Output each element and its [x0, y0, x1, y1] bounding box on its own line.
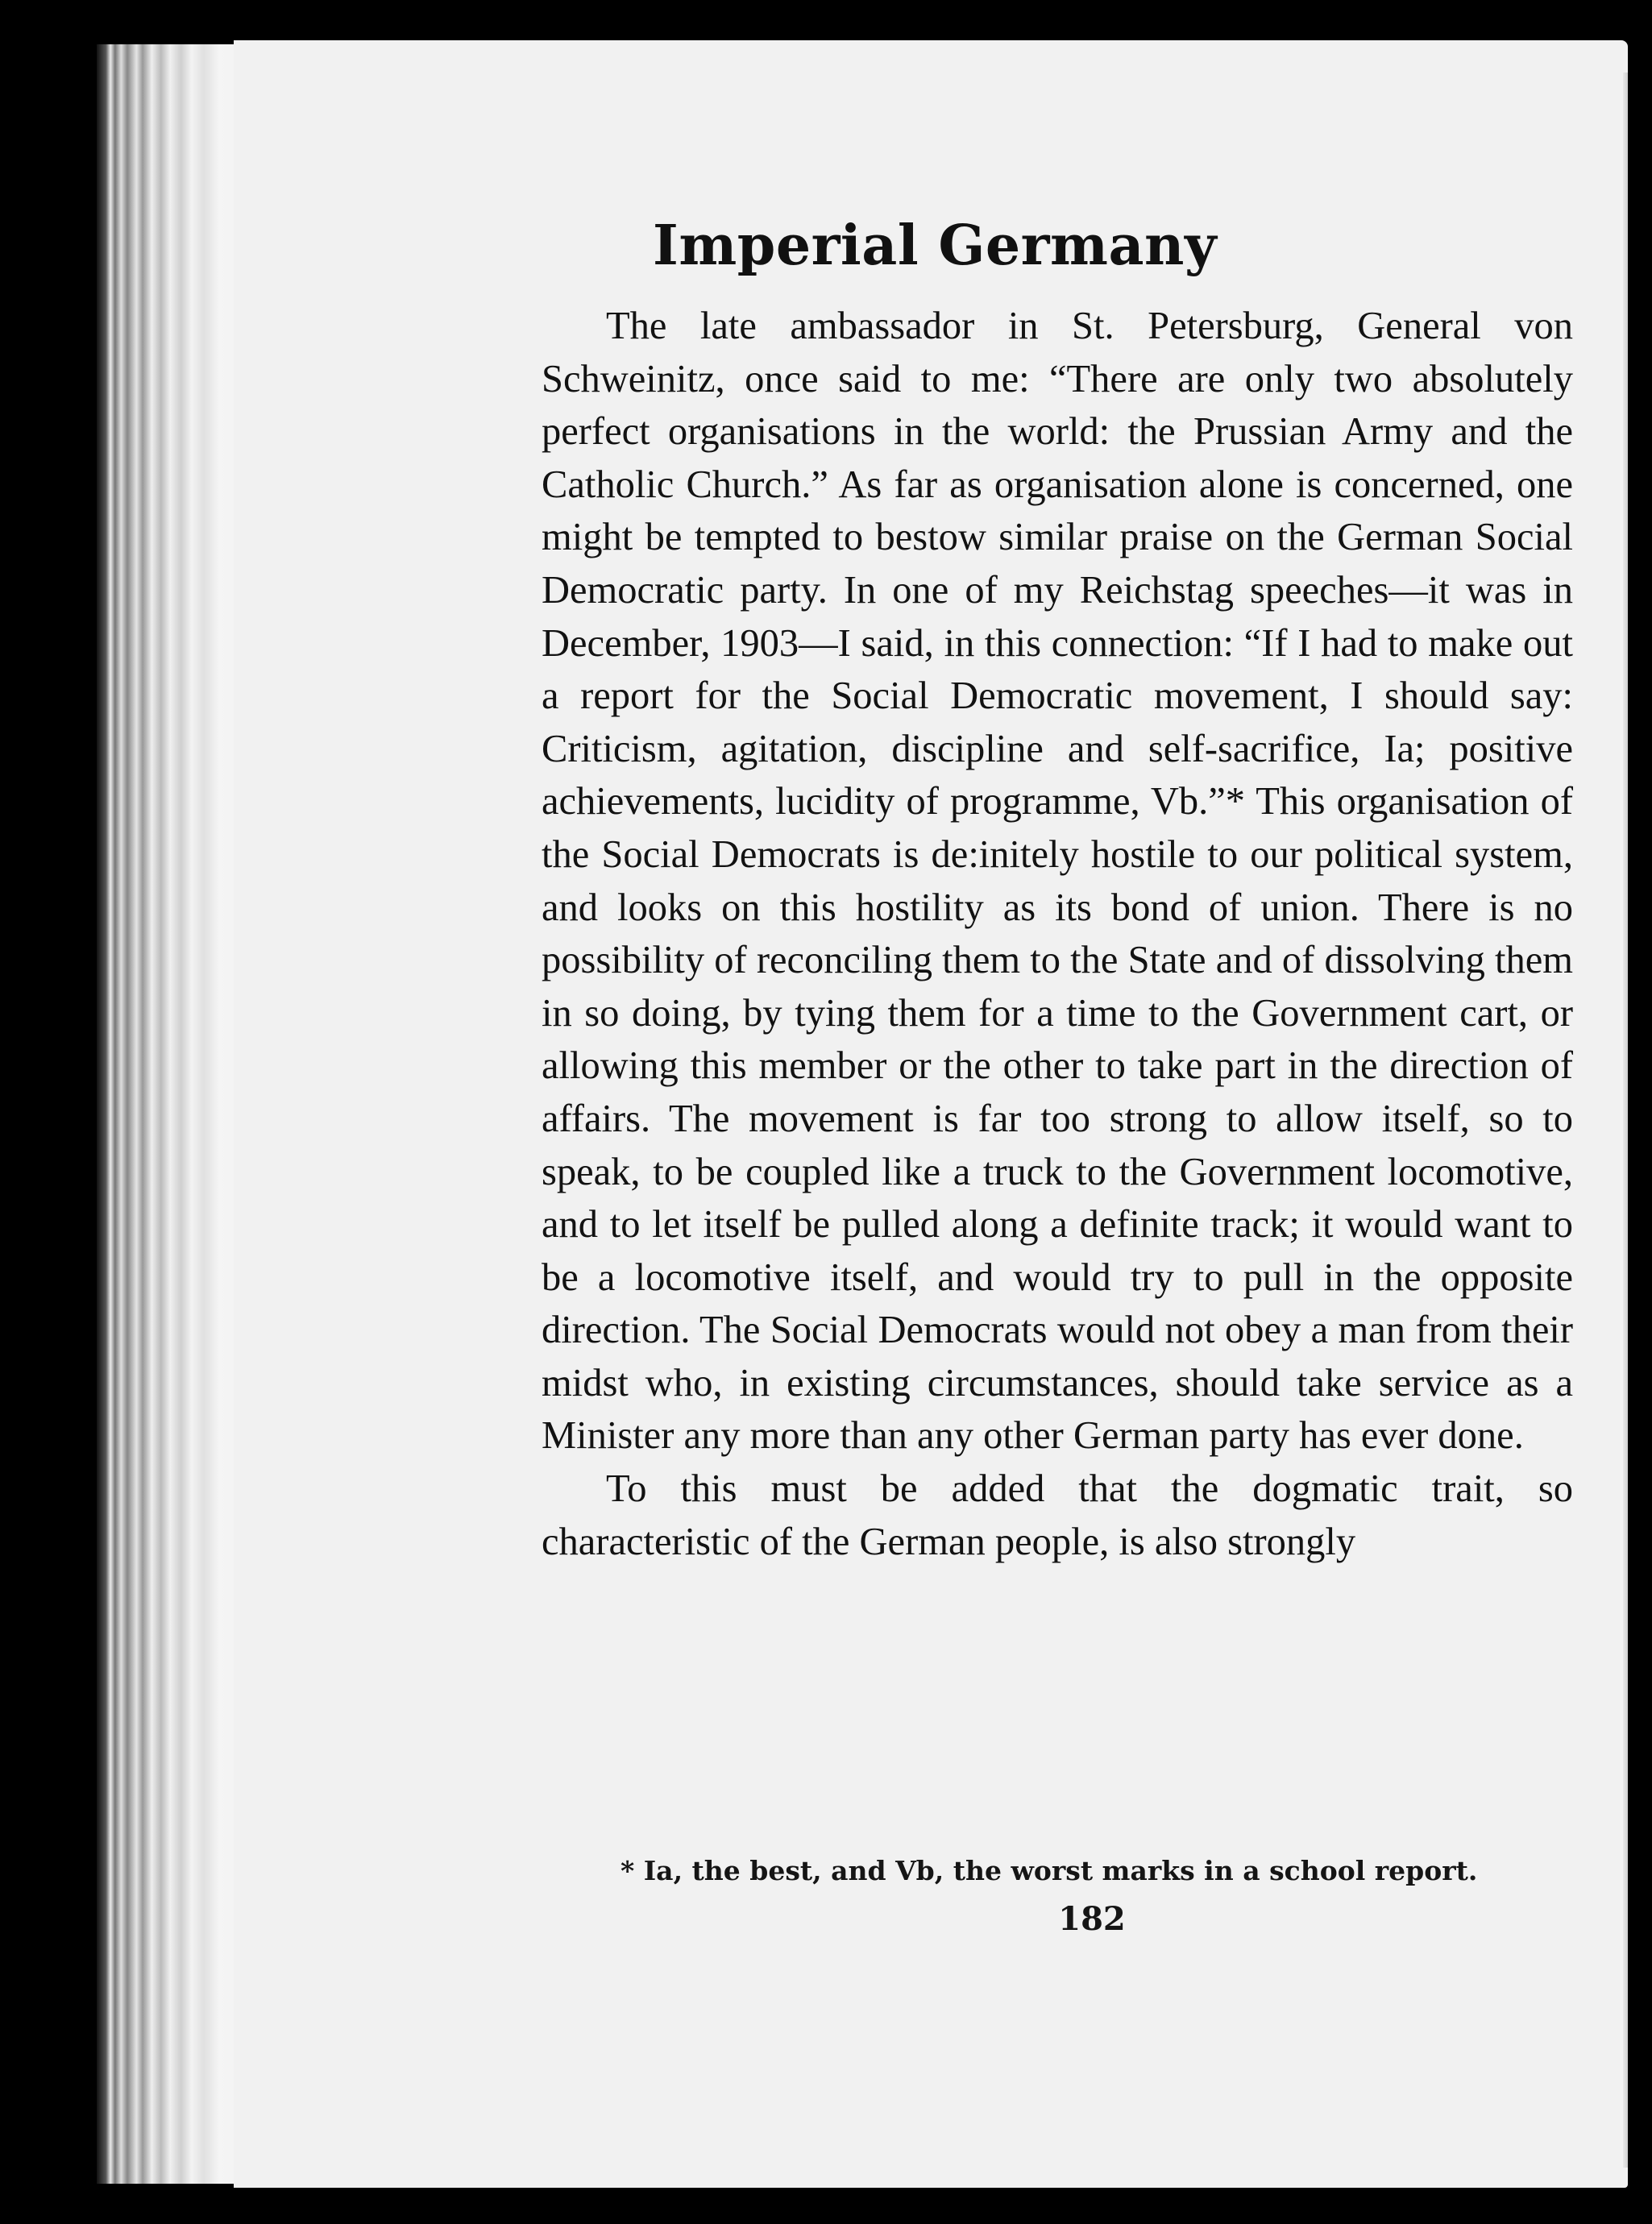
page-edge — [1623, 73, 1628, 2168]
page-number: 182 — [1058, 1900, 1126, 1938]
body-text — [542, 300, 1573, 1568]
book-gutter — [97, 44, 250, 2184]
footnote: * Ia, the best, and Vb, the worst marks in a school report. — [621, 1855, 1478, 1886]
paragraph: The late ambassador in St. Petersburg, General von Schweinitz, once said to me: “There are only two absolutely perfect organisations in the world: the Prussian Army and the Catholic Church.” As far as organisation alone is concerned, one might be tempted to bestow similar praise on the German Social Democratic party. In one of my Reichstag speeches—it was in December, 1903—I said, in this connection: “If I had to make out a report for the Social Democratic movement, I should say: Criticism, agitation, discipline and self-sacrifice, Ia; positive achievements, lucidity of programme, Vb.”* This organisation of the Social Democrats is de:initely hostile to our political system, and looks on this hostility as its bond of union. There is no possibility of reconciling them to the State and of dissolving them in so doing, by tying them for a time to the Government cart, or allowing this member or the other to take part in the direction of affairs. The movement is far too strong to allow itself, so to speak, to be coupled like a truck to the Government locomotive, and to let itself be pulled along a definite track; it would want to be a locomotive itself, and would try to pull in the opposite direction. The Social Democrats would not obey a man from their midst who, in existing circumstances, should take service as a Minister any more than any other German party has ever done. — [542, 305, 1573, 1458]
paragraph: To this must be added that the dogmatic trait, so characteristic of the German people, is also strongly — [542, 1467, 1573, 1563]
page-title: Imperial Germany — [653, 214, 1217, 278]
